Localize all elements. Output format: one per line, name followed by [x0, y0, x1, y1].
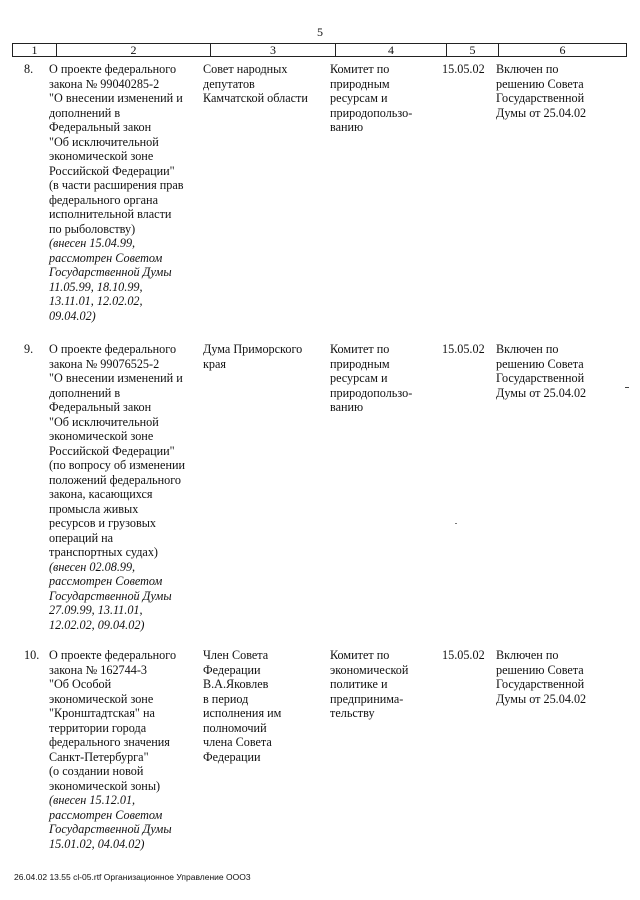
- column-header-2: 2: [56, 44, 210, 56]
- author-line: края: [203, 356, 227, 371]
- decision-line: Государственной: [496, 91, 585, 105]
- decision-cell: [496, 62, 586, 120]
- row-number: 9.: [24, 342, 34, 356]
- decision-line: Государственной: [496, 371, 585, 385]
- committee-line: ванию: [330, 120, 364, 134]
- committee-cell: [330, 62, 412, 135]
- committee-line: ресурсам и: [330, 91, 388, 105]
- bill-title-line: экономической зоны): [49, 778, 161, 793]
- bill-status-note-line: (внесен 02.08.99,: [49, 559, 136, 574]
- decision-line: решению Совета: [496, 76, 584, 91]
- bill-title-line: О проекте федерального: [49, 62, 177, 76]
- title-cell: [49, 648, 176, 851]
- committee-cell: [330, 342, 412, 415]
- decision-line: Включен по: [496, 62, 559, 76]
- scan-mark: [625, 387, 629, 388]
- title-cell: [49, 62, 184, 323]
- committee-line: предпринима-: [330, 691, 404, 706]
- bill-status-note-line: (внесен 15.12.01,: [49, 793, 136, 807]
- author-cell: [203, 342, 302, 371]
- author-line: Совет народных: [203, 62, 288, 76]
- bill-status-note-line: 27.09.99, 13.11.01,: [49, 603, 143, 617]
- date-cell: 15.05.02: [442, 62, 485, 76]
- author-line: Федерации: [203, 749, 261, 764]
- row-number: 10.: [24, 648, 40, 662]
- bill-title-line: положений федерального: [49, 472, 182, 487]
- author-line: Дума Приморского: [203, 342, 303, 356]
- decision-line: Включен по: [496, 342, 559, 356]
- bill-title-line: по рыболовству): [49, 221, 136, 236]
- author-line: Камчатской области: [203, 91, 308, 105]
- committee-line: природопользо-: [330, 385, 413, 400]
- author-line: В.А.Яковлев: [203, 677, 269, 691]
- column-header-1: 1: [31, 43, 38, 57]
- decision-line: Государственной: [496, 677, 585, 691]
- bill-status-note-line: рассмотрен Советом: [49, 807, 163, 822]
- author-line: Федерации: [203, 662, 261, 677]
- author-line: Член Совета: [203, 648, 269, 662]
- bill-title-line: О проекте федерального: [49, 648, 177, 662]
- bill-status-note-line: рассмотрен Советом: [49, 250, 163, 265]
- bill-title-line: операций на: [49, 530, 114, 545]
- bill-title-line: Санкт-Петербурга": [49, 749, 149, 764]
- decision-line: решению Совета: [496, 356, 584, 371]
- committee-line: природным: [330, 76, 390, 91]
- author-line: в период: [203, 691, 249, 706]
- bill-title-line: экономической зоне: [49, 691, 154, 706]
- author-line: исполнения им: [203, 706, 282, 720]
- bill-title-line: "Кронштадтская" на: [49, 706, 155, 720]
- bill-status-note-line: 13.11.01, 12.02.02,: [49, 294, 143, 308]
- author-line: депутатов: [203, 76, 255, 91]
- bill-status-note-line: 15.01.02, 04.04.02): [49, 836, 145, 851]
- bill-title-line: промысла живых: [49, 501, 139, 516]
- bill-title-line: Федеральный закон: [49, 120, 152, 134]
- bill-title-line: "Об Особой: [49, 677, 112, 691]
- bill-title-line: федерального значения: [49, 735, 170, 749]
- column-header-6: 6: [498, 44, 626, 56]
- table-header-row: [12, 43, 627, 57]
- committee-line: экономической: [330, 662, 409, 677]
- page-number: 5: [317, 25, 323, 39]
- author-cell: [203, 648, 281, 764]
- decision-line: Думы от 25.04.02: [496, 691, 587, 706]
- author-line: члена Совета: [203, 735, 272, 749]
- committee-line: ресурсам и: [330, 371, 388, 385]
- title-cell: [49, 342, 185, 632]
- bill-title-line: "О внесении изменений и: [49, 91, 183, 105]
- bill-title-line: Российской Федерации": [49, 163, 175, 178]
- decision-cell: [496, 342, 586, 400]
- committee-line: политике и: [330, 677, 388, 691]
- bill-title-line: транспортных судах): [49, 545, 158, 559]
- column-header-4: 4: [335, 44, 446, 56]
- column-header-5: 5: [446, 44, 498, 56]
- bill-status-note-line: 11.05.99, 18.10.99,: [49, 279, 143, 294]
- date-cell: 15.05.02: [442, 648, 485, 662]
- decision-line: Включен по: [496, 648, 559, 662]
- committee-line: ванию: [330, 400, 364, 414]
- bill-status-note-line: (внесен 15.04.99,: [49, 236, 136, 250]
- bill-title-line: Российской Федерации": [49, 443, 175, 458]
- decision-cell: [496, 648, 586, 706]
- decision-line: Думы от 25.04.02: [496, 105, 587, 120]
- bill-status-note-line: Государственной Думы: [49, 588, 172, 603]
- committee-line: природным: [330, 356, 390, 371]
- bill-title-line: дополнений в: [49, 385, 121, 400]
- bill-title-line: ресурсов и грузовых: [49, 516, 157, 530]
- row-number: 8.: [24, 62, 34, 76]
- scan-speck: [455, 523, 457, 524]
- bill-title-line: Федеральный закон: [49, 400, 152, 414]
- bill-title-line: (по вопросу об изменении: [49, 458, 186, 472]
- bill-status-note-line: Государственной Думы: [49, 265, 172, 279]
- bill-title-line: экономической зоне: [49, 149, 154, 163]
- committee-cell: [330, 648, 408, 721]
- bill-title-line: О проекте федерального: [49, 342, 177, 356]
- author-cell: [203, 62, 308, 106]
- decision-line: решению Совета: [496, 662, 584, 677]
- bill-status-note-line: Государственной Думы: [49, 822, 172, 836]
- bill-status-note-line: 12.02.02, 09.04.02): [49, 617, 145, 632]
- bill-title-line: исполнительной власти: [49, 207, 172, 221]
- committee-line: Комитет по: [330, 342, 390, 356]
- date-cell: 15.05.02: [442, 342, 485, 356]
- bill-title-line: (о создании новой: [49, 764, 144, 778]
- page-footer: 26.04.02 13.55 cl-05.rtf Организационное Управление ООО3: [14, 872, 251, 882]
- author-line: полномочий: [203, 720, 267, 735]
- bill-title-line: "Об исключительной: [49, 414, 159, 429]
- committee-line: Комитет по: [330, 648, 390, 662]
- bill-title-line: территории города: [49, 720, 147, 735]
- bill-title-line: закона № 162744-3: [49, 662, 147, 677]
- bill-title-line: "Об исключительной: [49, 134, 159, 149]
- committee-line: природопользо-: [330, 105, 413, 120]
- bill-status-note-line: рассмотрен Советом: [49, 574, 163, 588]
- bill-title-line: закона, касающихся: [49, 487, 153, 501]
- bill-title-line: федерального органа: [49, 192, 158, 207]
- bill-title-line: экономической зоне: [49, 429, 154, 443]
- bill-title-line: закона № 99076525-2: [49, 356, 160, 371]
- column-header-3: 3: [210, 44, 335, 56]
- decision-line: Думы от 25.04.02: [496, 385, 587, 400]
- bill-title-line: дополнений в: [49, 105, 121, 120]
- bill-title-line: закона № 99040285-2: [49, 76, 160, 91]
- bill-title-line: (в части расширения прав: [49, 178, 184, 192]
- bill-status-note-line: 09.04.02): [49, 308, 96, 323]
- committee-line: Комитет по: [330, 62, 390, 76]
- committee-line: тельству: [330, 706, 375, 720]
- bill-title-line: "О внесении изменений и: [49, 371, 183, 385]
